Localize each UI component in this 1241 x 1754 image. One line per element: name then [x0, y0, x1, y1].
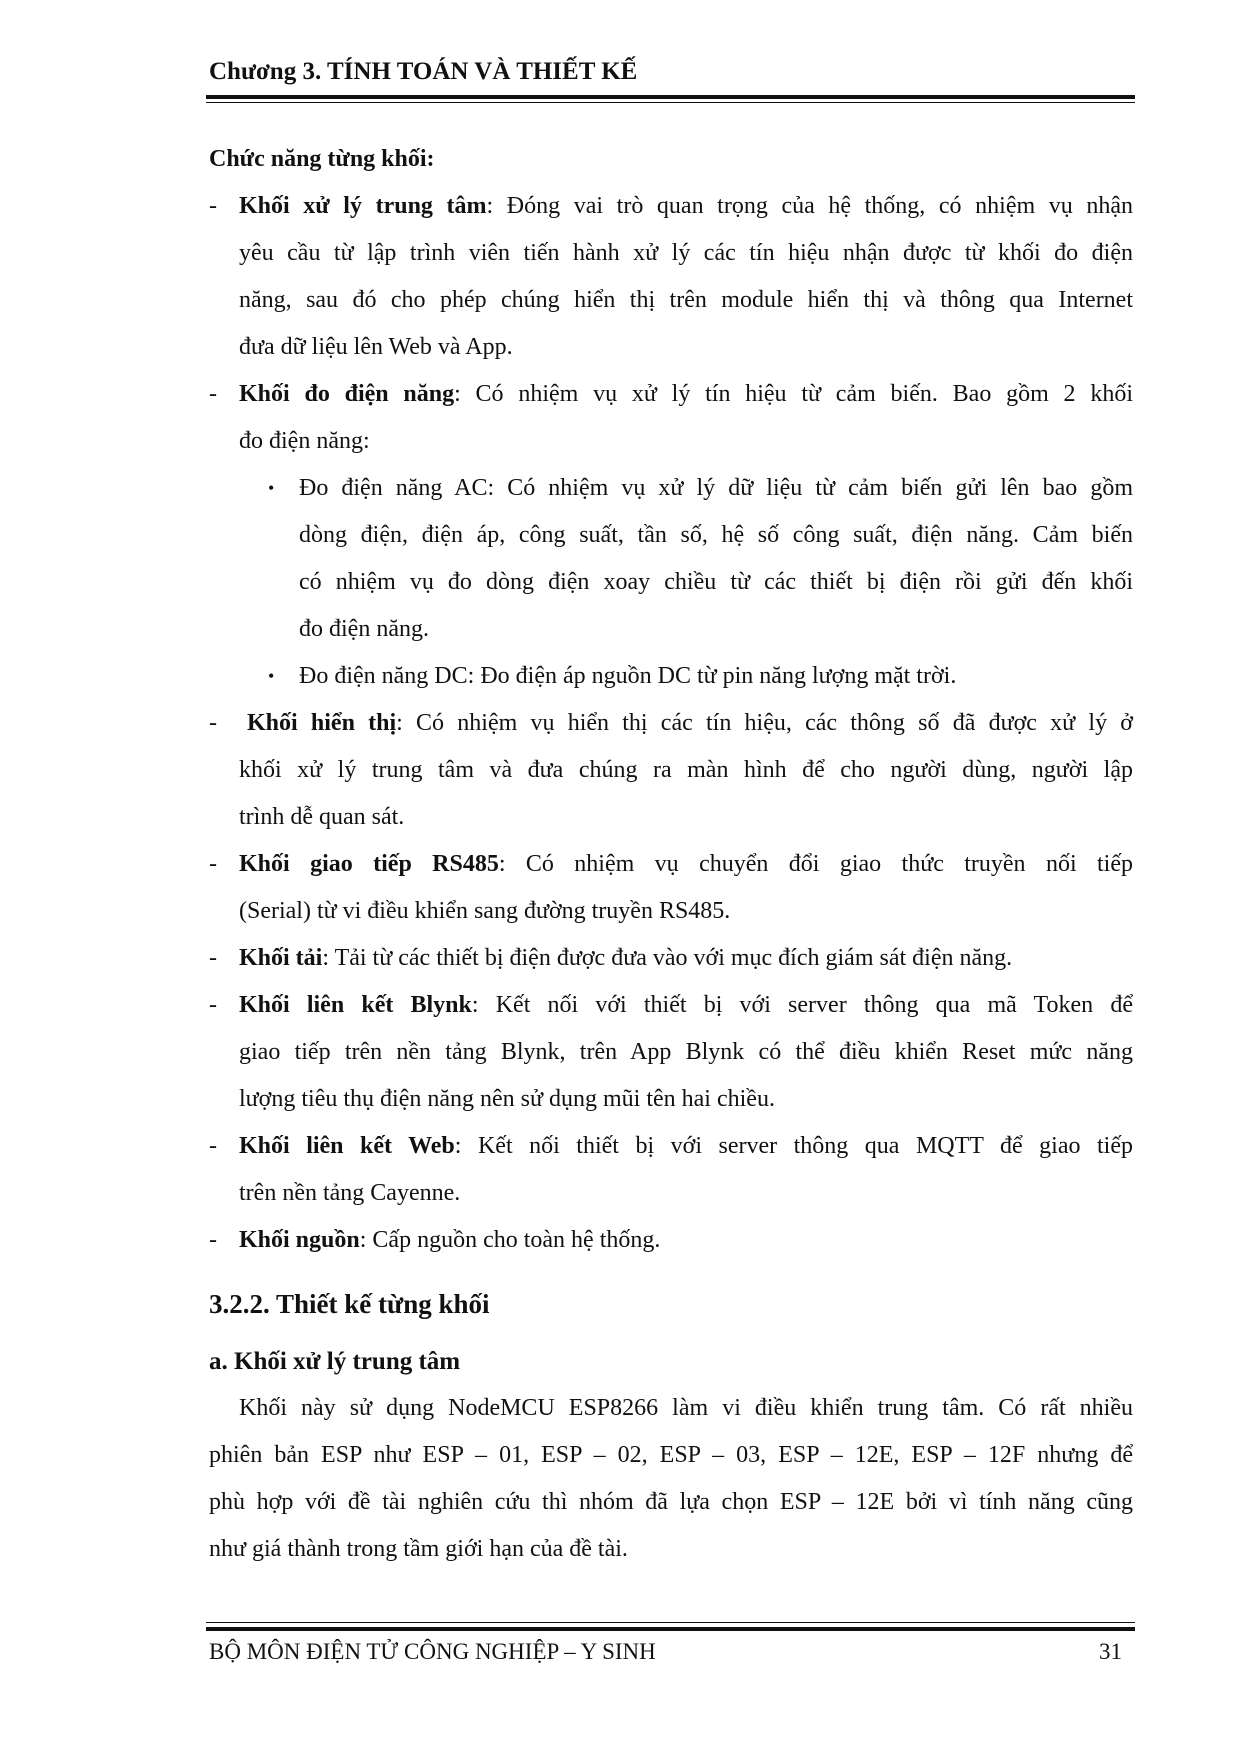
item-continuation: năng, sau đó cho phép chúng hiển thị trên module hiển thị và thông qua Internet: [239, 287, 1133, 313]
bullet-item-dc: [209, 653, 1133, 700]
item-term: Khối liên kết Web: [239, 1133, 455, 1159]
item-term: Khối liên kết Blynk: [239, 992, 472, 1018]
item-continuation: trình dễ quan sát.: [239, 804, 405, 830]
item-continuation: khối xử lý trung tâm và đưa chúng ra màn hình để cho người dùng, người lập: [239, 757, 1133, 783]
paragraph-line: Khối này sử dụng NodeMCU ESP8266 làm vi điều khiển trung tâm. Có rất nhiều: [239, 1395, 1133, 1421]
paragraph-line: phù hợp với đề tài nghiên cứu thì nhóm đã lựa chọn ESP – 12E bởi vì tính năng cũng: [209, 1489, 1133, 1515]
list-item-central-processing: [209, 183, 1133, 230]
item-text: : Kết nối thiết bị với server thông qua MQTT để giao tiếp: [454, 1133, 1133, 1159]
item-term: Khối giao tiếp RS485: [239, 851, 499, 877]
footer-department: BỘ MÔN ĐIỆN TỬ CÔNG NGHIỆP – Y SINH: [209, 1639, 656, 1664]
bullet-continuation: có nhiệm vụ đo dòng điện xoay chiều từ các thiết bị điện rồi gửi đến khối: [299, 569, 1133, 595]
list-dash: -: [209, 1133, 217, 1159]
list-dash: -: [209, 992, 217, 1018]
functions-heading: Chức năng từng khối:: [209, 146, 435, 172]
bullet-text: Đo điện năng AC: Có nhiệm vụ xử lý dữ liệu từ cảm biến gửi lên bao gồm: [299, 475, 1133, 501]
item-text: : Kết nối với thiết bị với server thông qua mã Token để: [471, 992, 1133, 1018]
list-item-display: [209, 700, 1133, 747]
page-number: 31: [1099, 1639, 1122, 1664]
list-item-energy-measurement: [209, 371, 1133, 418]
list-dash: -: [209, 1227, 217, 1253]
header-rule-thin: [206, 102, 1135, 103]
item-term: Khối nguồn: [239, 1227, 360, 1253]
spacer: [209, 1264, 1133, 1274]
chapter-header-title: Chương 3. TÍNH TOÁN VÀ THIẾT KẾ: [209, 58, 638, 85]
paragraph-line: như giá thành trong tầm giới hạn của đề tài.: [209, 1536, 628, 1562]
header-rule-thick: [206, 95, 1135, 99]
item-continuation: giao tiếp trên nền tảng Blynk, trên App Blynk có thể điều khiển Reset mức năng: [239, 1039, 1133, 1065]
item-continuation: (Serial) từ vi điều khiển sang đường truyền RS485.: [239, 898, 731, 924]
item-text: : Tải từ các thiết bị điện được đưa vào với mục đích giám sát điện năng.: [322, 945, 1013, 971]
item-continuation: đo điện năng:: [239, 428, 370, 454]
item-continuation: trên nền tảng Cayenne.: [239, 1180, 461, 1206]
list-item-blynk: [209, 982, 1133, 1029]
item-text: : Cấp nguồn cho toàn hệ thống.: [359, 1227, 661, 1253]
bullet-dot-icon: •: [268, 666, 275, 686]
list-dash: -: [209, 381, 217, 407]
item-term: Khối đo điện năng: [239, 381, 455, 407]
bullet-text: Đo điện năng DC: Đo điện áp nguồn DC từ pin năng lượng mặt trời.: [299, 663, 957, 689]
paragraph-line: phiên bản ESP như ESP – 01, ESP – 02, ESP – 03, ESP – 12E, ESP – 12F nhưng để: [209, 1442, 1133, 1468]
page-content: [209, 136, 1133, 1573]
list-dash: -: [209, 710, 217, 736]
bullet-dot-icon: •: [268, 478, 275, 498]
subsection-heading: a. Khối xử lý trung tâm: [209, 1348, 461, 1375]
item-continuation: lượng tiêu thụ điện năng nên sử dụng mũi tên hai chiều.: [239, 1086, 775, 1112]
list-item-web: [209, 1123, 1133, 1170]
list-dash: -: [209, 851, 217, 877]
section-heading: 3.2.2. Thiết kế từng khối: [209, 1289, 490, 1319]
item-text: : Có nhiệm vụ xử lý tín hiệu từ cảm biến. Bao gồm 2 khối: [454, 381, 1133, 407]
item-text: : Đóng vai trò quan trọng của hệ thống, có nhiệm vụ nhận: [486, 193, 1134, 219]
bullet-continuation: đo điện năng.: [299, 616, 429, 642]
list-item-load: [209, 935, 1133, 982]
bullet-continuation: dòng điện, điện áp, công suất, tần số, hệ số công suất, điện năng. Cảm biến: [299, 522, 1133, 548]
item-term: Khối tải: [239, 945, 323, 971]
footer-rule-thick: [206, 1627, 1135, 1631]
item-continuation: yêu cầu từ lập trình viên tiến hành xử lý các tín hiệu nhận được từ khối đo điện: [239, 240, 1133, 266]
bullet-item-ac: [209, 465, 1133, 512]
item-continuation: đưa dữ liệu lên Web và App.: [239, 334, 513, 360]
footer-rule-thin: [206, 1622, 1135, 1623]
list-item-rs485: [209, 841, 1133, 888]
list-item-power: [209, 1217, 1133, 1264]
item-term: Khối xử lý trung tâm: [239, 193, 487, 219]
list-dash: -: [209, 193, 217, 219]
item-term: Khối hiển thị: [247, 710, 397, 736]
list-dash: -: [209, 945, 217, 971]
item-text: : Có nhiệm vụ hiển thị các tín hiệu, các thông số đã được xử lý ở: [396, 710, 1133, 736]
item-text: : Có nhiệm vụ chuyển đổi giao thức truyền nối tiếp: [498, 851, 1133, 877]
